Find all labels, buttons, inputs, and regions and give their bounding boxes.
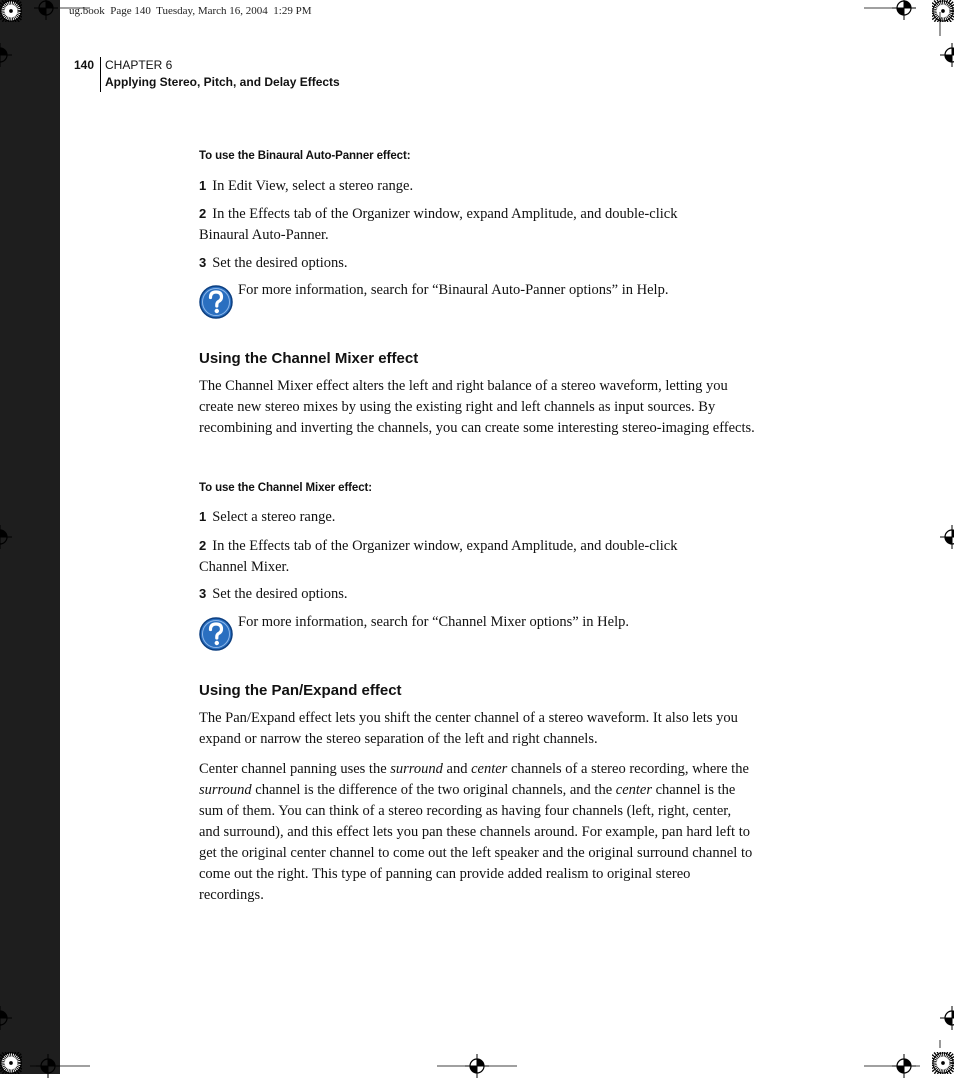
step-text: In the Effects tab of the Organizer window, expand Amplitude, and double-click Channel Mixer. (199, 538, 678, 575)
page-number: 140 (74, 58, 95, 72)
step-item (199, 535, 729, 578)
step-number: 3 (199, 586, 207, 601)
emphasis: center (471, 761, 508, 777)
section-heading: Using the Channel Mixer effect (199, 350, 419, 367)
section-heading: Using the Pan/Expand effect (199, 682, 402, 699)
step-item (199, 583, 755, 605)
text-run: and (442, 761, 472, 777)
emphasis: surround (390, 761, 443, 777)
help-icon (199, 285, 233, 319)
step-number: 1 (199, 509, 207, 524)
chapter-label: CHAPTER 6 (105, 58, 173, 72)
body-paragraph: The Channel Mixer effect alters the left and right balance of a stereo waveform, letting you create new stereo mixes by using the existing right and left channels as input sources. By recombining and inverting the channels, you can create some interesting stereo-imaging effects. (199, 378, 755, 436)
step-number: 3 (199, 255, 207, 270)
step-item (199, 506, 755, 528)
step-text: In the Effects tab of the Organizer window, expand Amplitude, and double-click Binaural Auto-Panner. (199, 206, 678, 243)
text-run: channels of a stereo recording, where the (507, 761, 749, 777)
step-text: Set the desired options. (212, 586, 348, 602)
body-paragraph: The Pan/Expand effect lets you shift the center channel of a stereo waveform. It also lets you expand or narrow the stereo separation of the left and right channels. (199, 710, 738, 747)
text-run: channel is the difference of the two original channels, and the (251, 782, 616, 798)
step-text: In Edit View, select a stereo range. (212, 178, 414, 194)
text-run: channel is the sum of them. You can think of a stereo recording as having four channels (left, right, center, and surround), and this effect lets you pan these channels around. For example, pan hard left to get the original center channel to come out the left speaker and the original surround channel to come out the right. This type of panning can provide added realism to original stereo recordings. (199, 782, 753, 903)
step-item (199, 252, 755, 274)
help-note: For more information, search for “Binaural Auto-Panner options” in Help. (238, 282, 669, 298)
step-text: Select a stereo range. (212, 509, 336, 525)
step-number: 2 (199, 538, 207, 553)
chapter-title: Applying Stereo, Pitch, and Delay Effects (105, 75, 340, 89)
step-text: Set the desired options. (212, 255, 348, 271)
header-divider (100, 57, 101, 92)
emphasis: center (615, 782, 652, 798)
help-note: For more information, search for “Channel Mixer options” in Help. (238, 614, 629, 630)
step-number: 2 (199, 206, 207, 221)
step-number: 1 (199, 178, 207, 193)
step-item (199, 175, 755, 197)
help-icon (199, 617, 233, 651)
print-slug: ug.book Page 140 Tuesday, March 16, 2004 1:29 PM (69, 5, 312, 17)
text-run: Center channel panning uses the (199, 761, 391, 777)
procedure-heading: To use the Channel Mixer effect: (199, 482, 372, 494)
procedure-heading: To use the Binaural Auto-Panner effect: (199, 150, 411, 162)
step-item (199, 203, 729, 246)
body-paragraph (199, 759, 755, 906)
emphasis: surround (199, 782, 252, 798)
